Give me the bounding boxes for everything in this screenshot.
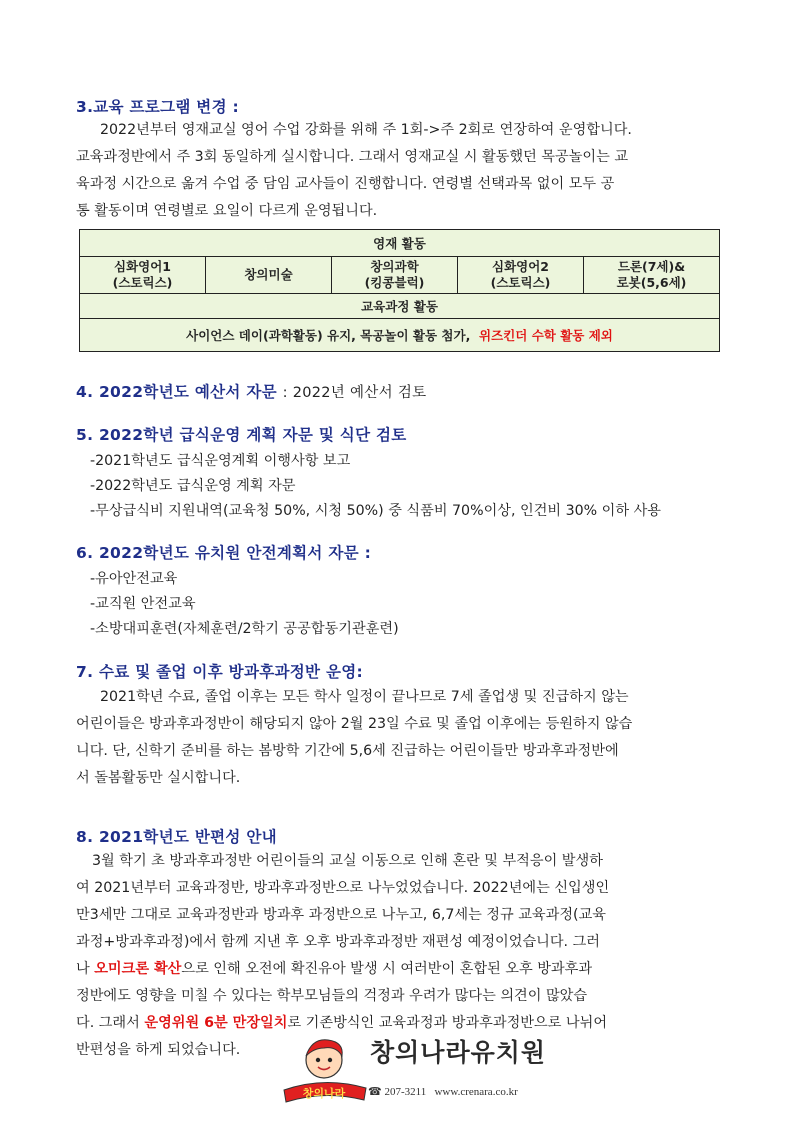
section-8-line-2: 여 2021년부터 교육과정반, 방과후과정반으로 나누었었습니다. 2022년에는 신입생인 bbox=[76, 880, 610, 896]
section-3-heading: 3.교육 프로그램 변경 : bbox=[76, 98, 240, 116]
kindergarten-mascot-logo bbox=[278, 1036, 370, 1104]
table-cell-drone-robot: 드론(7세)& 로봇(5,6세) bbox=[584, 257, 720, 294]
section-8-line-4: 과정+방과후과정)에서 함께 지낸 후 오후 방과후과정반 재편성 예정이었습니다. 그러 bbox=[76, 934, 600, 950]
list-item: -소방대피훈련(자체훈련/2학기 공공합동기관훈련) bbox=[90, 621, 399, 637]
section-3-line-2: 교육과정반에서 주 3회 동일하게 실시합니다. 그래서 영재교실 시 활동했던 목공놀이는 교 bbox=[76, 149, 629, 165]
highlight-omicron: 오미크론 확산 bbox=[94, 961, 182, 977]
section-8-line-3: 만3세만 그대로 교육과정반과 방과후 과정반으로 나누고, 6,7세는 정규 교육과정(교육 bbox=[76, 907, 606, 923]
section-7-heading: 7. 수료 및 졸업 이후 방과후과정반 운영: bbox=[76, 663, 364, 681]
section-8-line-5: 나 오미크론 확산으로 인해 오전에 확진유아 발생 시 여러반이 혼합된 오후 방과후과 bbox=[76, 961, 593, 977]
phone-number: ☎ 207-3211 bbox=[368, 1086, 427, 1098]
section-6-heading: 6. 2022학년도 유치원 안전계획서 자문 : bbox=[76, 544, 372, 562]
list-item: -교직원 안전교육 bbox=[90, 596, 196, 612]
section-3-line-3: 육과정 시간으로 옮겨 수업 중 담임 교사들이 진행합니다. 연령별 선택과목 없이 모두 공 bbox=[76, 176, 615, 192]
activity-table bbox=[79, 229, 720, 352]
table-cell-science: 창의과학 (킹콩블럭) bbox=[332, 257, 458, 294]
section-8-line-1: 3월 학기 초 방과후과정반 어린이들의 교실 이동으로 인해 혼란 및 부적응이 발생하 bbox=[92, 853, 603, 869]
table-note: 사이언스 데이(과학활동) 유지, 목공놀이 활동 첨가, 위즈킨더 수학 활동 제외 bbox=[80, 319, 720, 352]
table-header-gifted: 영재 활동 bbox=[80, 230, 720, 257]
section-7-line-2: 어린이들은 방과후과정반이 해당되지 않아 2월 23일 수료 및 졸업 이후에는 등원하지 않습 bbox=[76, 716, 633, 732]
section-8-heading: 8. 2021학년도 반편성 안내 bbox=[76, 828, 277, 846]
table-header-curriculum: 교육과정 활동 bbox=[80, 294, 720, 319]
section-4-subtext: : 2022년 예산서 검토 bbox=[282, 385, 427, 401]
section-3-line-1: 2022년부터 영재교실 영어 수업 강화를 위해 주 1회->주 2회로 연장하여 운영합니다. bbox=[100, 122, 632, 138]
list-item: -유아안전교육 bbox=[90, 571, 178, 587]
list-item: -무상급식비 지원내역(교육청 50%, 시청 50%) 중 식품비 70%이상, 인건비 30% 이하 사용 bbox=[90, 503, 661, 519]
section-5-heading: 5. 2022학년 급식운영 계획 자문 및 식단 검토 bbox=[76, 426, 407, 444]
highlight-unanimous: 운영위원 6분 만장일치 bbox=[144, 1015, 288, 1031]
section-8-line-6: 정반에도 영향을 미칠 수 있다는 학부모님들의 걱정과 우려가 많다는 의견이 많았습 bbox=[76, 988, 588, 1004]
svg-text:창의나라: 창의나라 bbox=[302, 1087, 346, 1100]
kindergarten-brand-name: 창의나라유치원 bbox=[370, 1038, 547, 1067]
section-8-line-8: 반편성을 하게 되었습니다. bbox=[76, 1042, 241, 1058]
section-7-line-1: 2021학년 수료, 졸업 이후는 모든 학사 일정이 끝나므로 7세 졸업생 및 진급하지 않는 bbox=[100, 689, 629, 705]
website-url: www.crenara.co.kr bbox=[434, 1086, 518, 1098]
table-cell-english2: 심화영어2 (스토릭스) bbox=[458, 257, 584, 294]
section-4-heading: 4. 2022학년도 예산서 자문 : 2022년 예산서 검토 bbox=[76, 383, 427, 401]
list-item: -2022학년도 급식운영 계획 자문 bbox=[90, 478, 296, 494]
table-note-red: 위즈킨더 수학 활동 제외 bbox=[479, 328, 613, 343]
section-3-line-4: 통 활동이며 연령별로 요일이 다르게 운영됩니다. bbox=[76, 203, 378, 219]
list-item: -2021학년도 급식운영계획 이행사항 보고 bbox=[90, 453, 351, 469]
table-cell-art: 창의미술 bbox=[206, 257, 332, 294]
section-7-line-4: 서 돌봄활동만 실시합니다. bbox=[76, 770, 241, 786]
section-8-line-7: 다. 그래서 운영위원 6분 만장일치로 기존방식인 교육과정과 방과후과정반으로 나뉘어 bbox=[76, 1015, 608, 1031]
contact-info bbox=[368, 1085, 518, 1098]
section-7-line-3: 니다. 단, 신학기 준비를 하는 봄방학 기간에 5,6세 진급하는 어린이들만 방과후과정반에 bbox=[76, 743, 619, 759]
table-cell-english1: 심화영어1 (스토릭스) bbox=[80, 257, 206, 294]
